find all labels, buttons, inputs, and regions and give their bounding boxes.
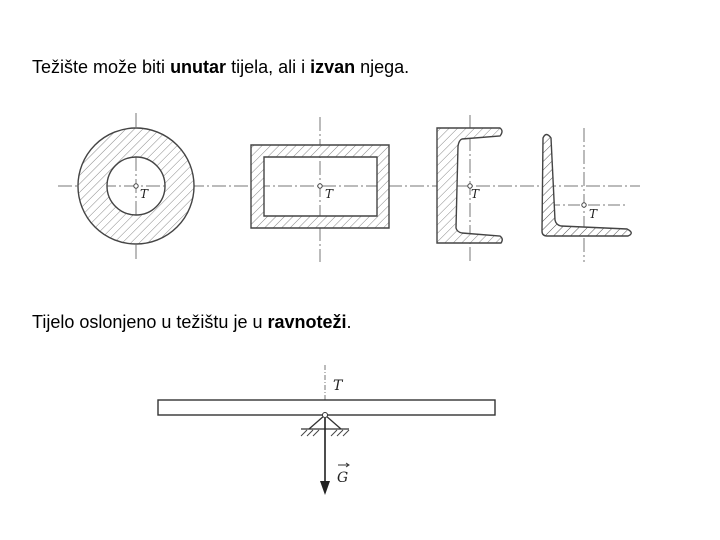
caption1-text-3: njega. bbox=[355, 57, 410, 77]
channel-centroid-label: T bbox=[471, 187, 480, 201]
caption2-text-2: . bbox=[346, 312, 352, 332]
caption2-bold-ravnotezi: ravnoteži bbox=[267, 312, 347, 332]
beam-centroid-label: T bbox=[333, 378, 343, 394]
beam-centroid-point bbox=[323, 413, 328, 418]
weight-force-label: G bbox=[337, 470, 349, 486]
caption1-bold-izvan: izvan bbox=[310, 57, 356, 77]
caption1-bold-unutar: unutar bbox=[170, 57, 227, 77]
angle-centroid-label: T bbox=[589, 207, 598, 221]
caption2-text-1: Tijelo oslonjeno u težištu je u bbox=[32, 312, 268, 332]
caption1-text-2: tijela, ali i bbox=[226, 57, 311, 77]
weight-force-arrowhead bbox=[320, 481, 330, 495]
caption1-text-1: Težište može biti bbox=[32, 57, 171, 77]
rect-centroid-label: T bbox=[325, 187, 334, 201]
ring-centroid-label: T bbox=[140, 187, 149, 201]
